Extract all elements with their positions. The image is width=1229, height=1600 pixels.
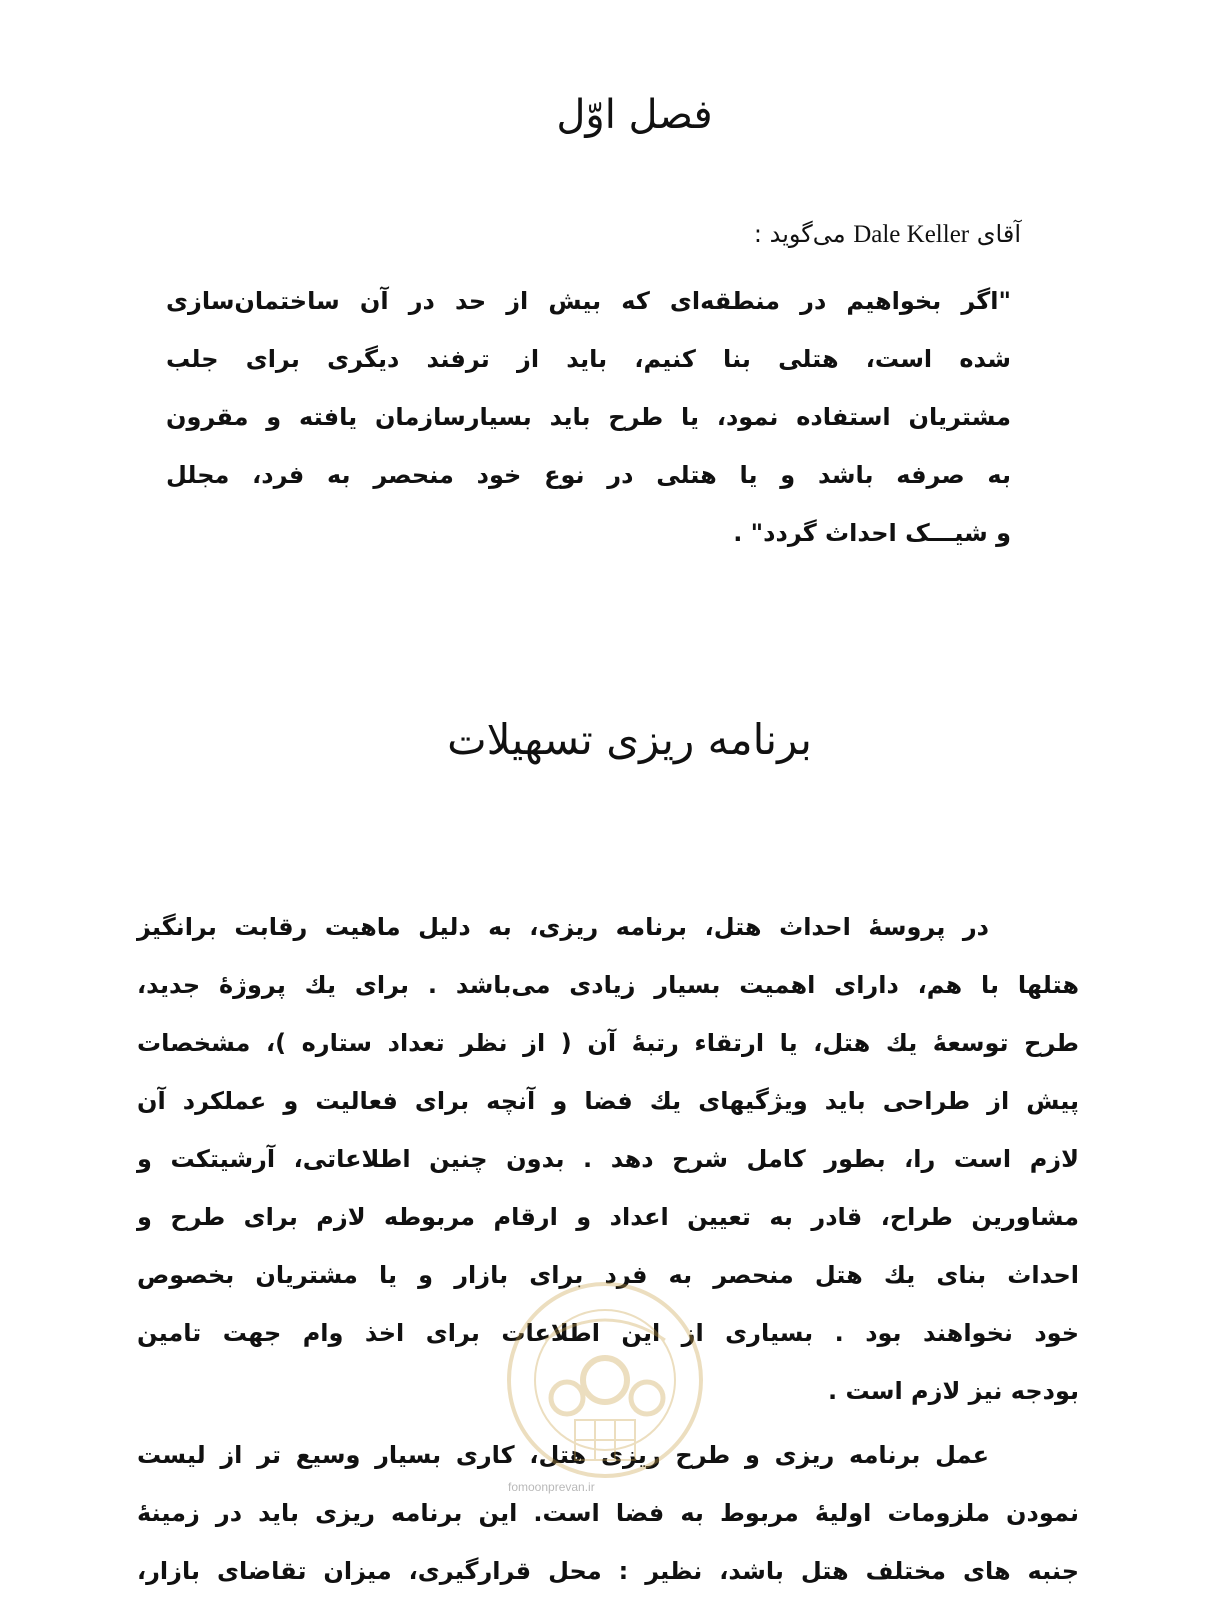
paragraph-line: جنبه های مختلف هتل باشد، نظیر : محل قرارگیری، میزان تقاضای بازار، <box>137 1557 1079 1585</box>
quote-line: و شیـــک احداث گردد" . <box>733 519 1011 547</box>
quote-author-name: Dale Keller <box>853 221 970 248</box>
paragraph-line: احداث بنای یك هتل منحصر به فرد برای بازار و یا مشتریان بخصوص <box>137 1261 1079 1289</box>
paragraph-line: در پروسهٔ احداث هتل، برنامه ریزی، به دلیل ماهیت رقابت برانگیز <box>137 913 989 941</box>
paragraph-line: پیش از طراحی باید ویژگیهای یك فضا و آنچه برای فعالیت و عملکرد آن <box>137 1087 1079 1115</box>
quote-line: مشتریان استفاده نمود، یا طرح باید بسیارسازمان یافته و مقرون <box>166 403 1011 431</box>
paragraph-line: لازم است را، بطور کامل شرح دهد . بدون چنین اطلاعاتی، آرشیتکت و <box>137 1145 1079 1173</box>
paragraph-line: مشاورین طراح، قادر به تعیین اعداد و ارقام مربوطه لازم برای طرح و <box>137 1203 1079 1231</box>
paragraph-line: نمودن ملزومات اولیهٔ مربوط به فضا است. این برنامه ریزی باید در زمینهٔ <box>137 1499 1079 1527</box>
body-text <box>137 898 1079 1600</box>
quote-line: شده است، هتلی بنا کنیم، باید از ترفند دیگری برای جلب <box>166 345 1011 373</box>
paragraph-line: طرح توسعهٔ یك هتل، یا ارتقاء رتبهٔ آن ( از نظر تعداد ستاره )، مشخصات <box>137 1029 1079 1057</box>
watermark-url: fomoonprevan.ir <box>508 1480 595 1494</box>
paragraph-line: خود نخواهند بود . بسیاری از این اطلاعات برای اخذ وام جهت تامین <box>137 1319 1079 1347</box>
quote-text <box>166 272 1011 562</box>
quote-attribution <box>754 220 1021 249</box>
watermark-seal-icon <box>505 1280 705 1480</box>
quote-intro-prefix: آقای <box>976 220 1021 248</box>
paragraph-line: هتلها با هم، دارای اهمیت بسیار زیادی می‌باشد . برای یك پروژهٔ جدید، <box>137 971 1079 999</box>
quote-intro-suffix: می‌گوید : <box>753 220 846 248</box>
chapter-title: فصل اوّل <box>556 92 713 138</box>
quote-line: به صرفه باشد و یا هتلی در نوع خود منحصر به فرد، مجلل <box>166 461 1011 489</box>
paragraph-line: عمل برنامه ریزی و طرح ریزی هتل، کاری بسیار وسیع تر از لیست <box>137 1441 989 1469</box>
paragraph-line: بودجه نیز لازم است . <box>827 1377 1079 1405</box>
quote-line: "اگر بخواهیم در منطقه‌ای که بیش از حد در آن ساختمان‌سازی <box>166 287 1011 315</box>
section-title: برنامه ریزی تسهیلات <box>447 715 812 764</box>
